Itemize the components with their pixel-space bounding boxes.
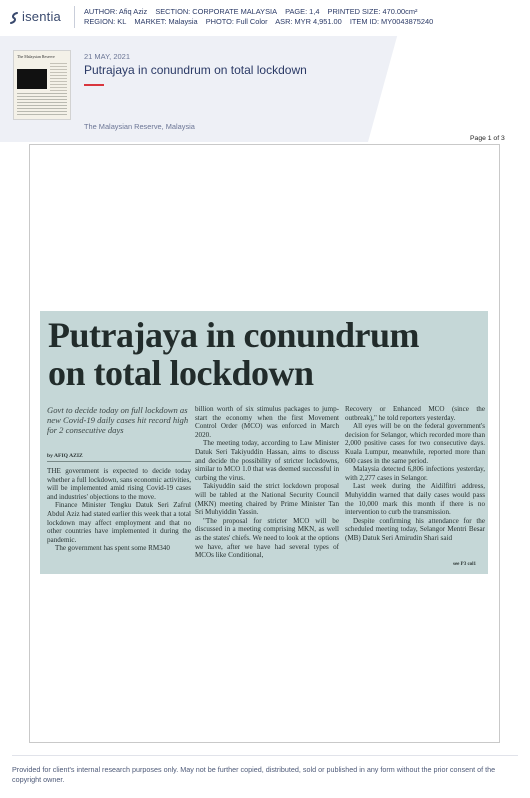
paragraph: Despite confirming his attendance for the scheduled meeting today, Selangor Mentri Besar (MB) Datuk Seri Amirudin Shari said: [345, 516, 485, 542]
clipping-deck: Govt to decide today on full lockdown as new Covid-19 daily cases hit record high for 2 consecutive days: [47, 405, 189, 435]
clipping-byline: by AFIQ AZIZ: [47, 453, 83, 459]
headline-line-2: on total lockdown: [48, 353, 314, 393]
meta-asr: ASR: MYR 4,951.00: [275, 17, 342, 26]
article-metadata: [84, 7, 439, 27]
meta-section: SECTION: CORPORATE MALAYSIA: [155, 7, 278, 16]
paragraph: Last week during the Aidilfitri address, Muhyiddin warned that daily cases would pass the 10,000 mark this month if there is no intervention to curb the transmission.: [345, 482, 485, 517]
meta-page: PAGE: 1,4: [285, 7, 320, 16]
logo-text: isentia: [22, 9, 61, 24]
meta-item-id: ITEM ID: MY0043875240: [349, 17, 434, 26]
paragraph: "The proposal for stricter MCO will be discussed in a meeting comprising MKN, as well as the states' chiefs. We need to look at the options we have, after we have had several types of MCOs like Conditional,: [195, 516, 339, 560]
thumbnail-text-lines: [17, 93, 67, 117]
thumbnail-column: [50, 63, 67, 91]
header-divider: [74, 6, 75, 28]
thumbnail-masthead: The Malaysian Reserve: [17, 54, 55, 59]
continued-marker: see P3 col1: [453, 562, 477, 567]
paragraph: Takiyuddin said the strict lockdown proposal will be tabled at the National Security Council (MKN) meeting chaired by Prime Minister Tan Sri Muhyiddin Yassin.: [195, 482, 339, 517]
meta-printed-size: PRINTED SIZE: 470.00cm²: [327, 7, 418, 16]
paragraph: Malaysia detected 6,806 infections yesterday, with 2,277 cases in Selangor.: [345, 465, 485, 482]
meta-region: REGION: KL: [84, 17, 127, 26]
meta-author: AUTHOR: Afiq Aziz: [84, 7, 148, 16]
paragraph: Recovery or Enhanced MCO (since the outbreak)," he told reporters yesterday.: [345, 405, 485, 422]
article-date: 21 MAY, 2021: [84, 52, 131, 61]
clipping-column-1: [47, 467, 191, 553]
clipping-column-2: [195, 405, 339, 560]
headline-line-1: Putrajaya in conundrum: [48, 315, 420, 355]
meta-photo: PHOTO: Full Color: [205, 17, 268, 26]
byline-rule: [47, 461, 191, 462]
paragraph: billion worth of six stimulus packages to jump-start the economy when the first Movement Control Order (MCO) was enforced in March 2020.: [195, 405, 339, 439]
title-accent-rule: [84, 84, 104, 86]
paragraph: THE government is expected to decide today whether a full lockdown, sans economic activities, will be implemented amid rising Covid-19 cases and industries' objections to the move.: [47, 467, 191, 501]
article-source: The Malaysian Reserve, Malaysia: [84, 122, 195, 131]
footer-divider: [12, 755, 518, 756]
paragraph: The meeting today, according to Law Minister Datuk Seri Takiyuddin Hassan, aims to discuss and decide the possibility of stricter lockdowns, similar to MCO 1.0 that was deemed successful in curbing the virus.: [195, 439, 339, 482]
paragraph: The government has spent some RM340: [55, 544, 170, 553]
thumbnail-photo: [17, 69, 47, 89]
clipping-column-3: [345, 405, 485, 543]
clipping-headline: [48, 316, 488, 392]
page-indicator: Page 1 of 3: [470, 135, 505, 142]
newspaper-thumbnail[interactable]: [13, 50, 71, 120]
copyright-disclaimer: Provided for client's internal research purposes only. May not be further copied, distributed, sold or published in any form without the prior consent of the copyright owner.: [12, 765, 496, 784]
paragraph: Finance Minister Tengku Datuk Seri Zafrul Abdul Aziz had stated earlier this week that a total lockdown may affect employment and that no other countries have implemented it during the pandemic.: [47, 501, 191, 544]
paragraph: All eyes will be on the federal government's decision for Selangor, which recorded more than 2,000 positive cases for two consecutive days. Kuala Lumpur, meanwhile, reported more than 600 cases in the same period.: [345, 422, 485, 465]
article-title: Putrajaya in conundrum on total lockdown: [84, 63, 307, 77]
top-bar: [0, 0, 530, 33]
newspaper-clipping: [40, 311, 488, 574]
isentia-mark-icon: [10, 11, 20, 23]
meta-market: MARKET: Malaysia: [134, 17, 198, 26]
isentia-logo: [10, 9, 61, 24]
